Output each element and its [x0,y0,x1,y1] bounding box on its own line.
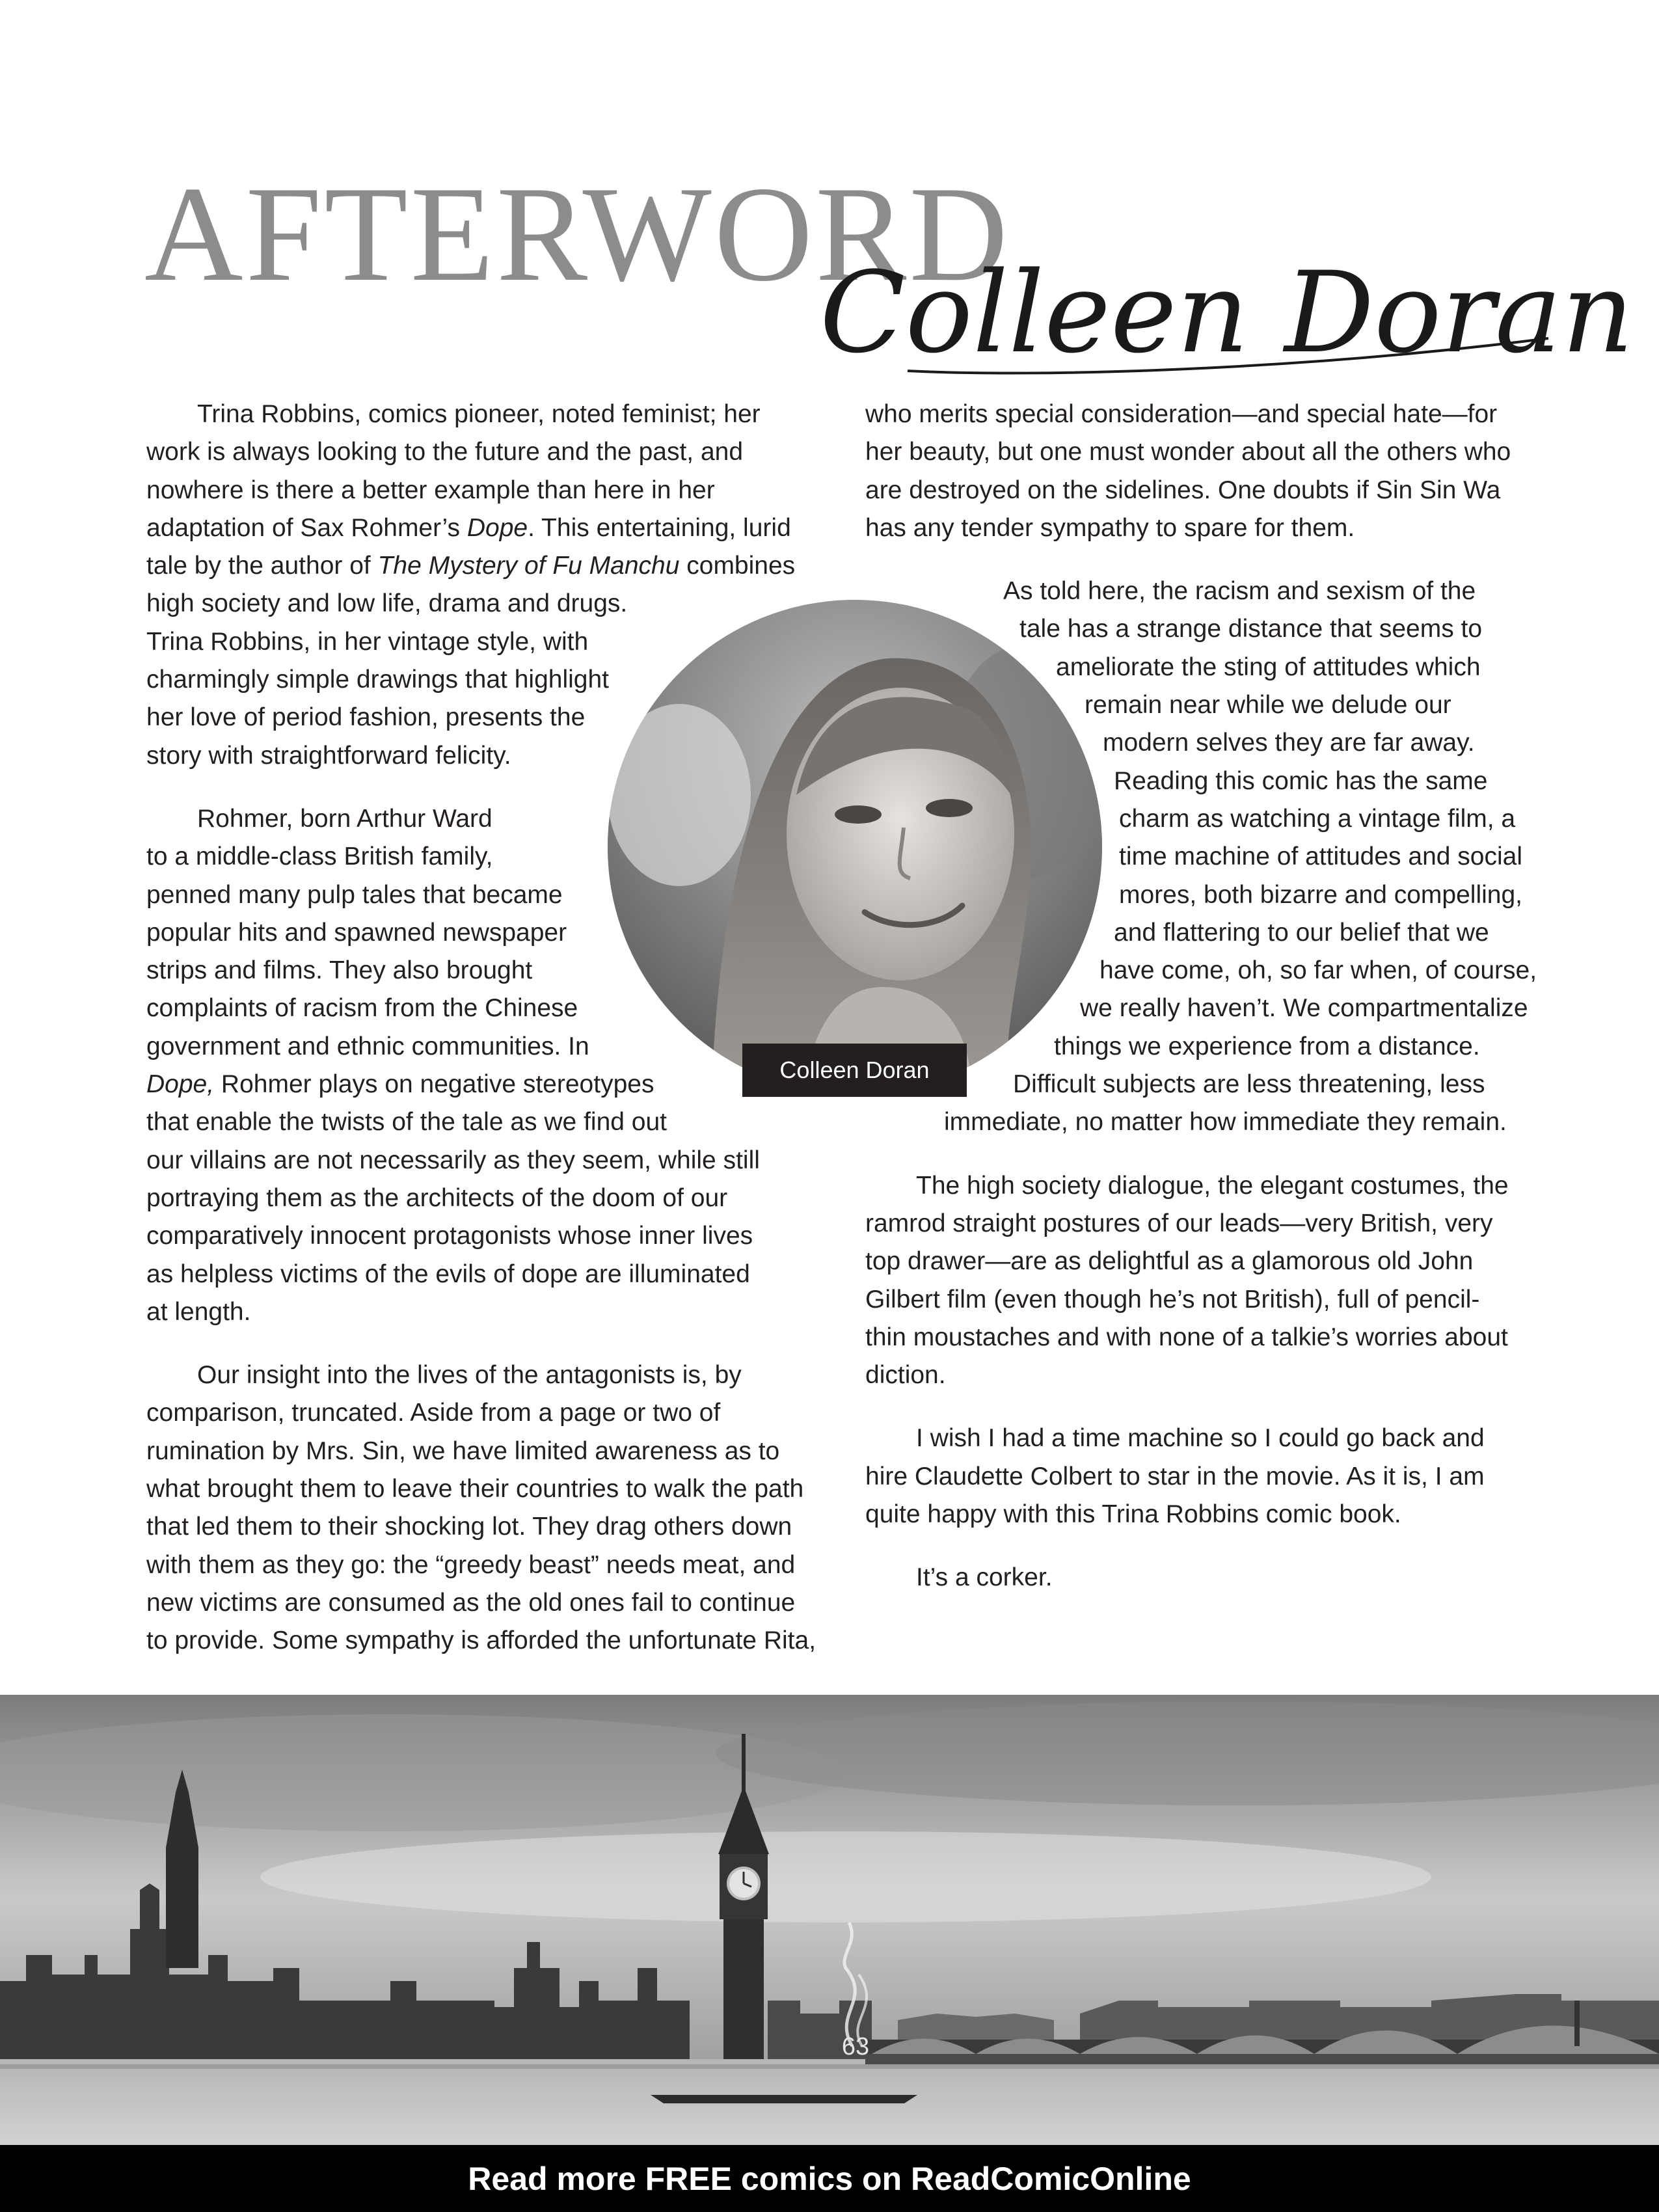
paragraph: The high society dialogue, the elegant costumes, the ramrod straight postures of our leads—very British, very top drawer—are as delightful as a glamorous old John Gilbert film (even though he’s not British), full of pencil- thin moustaches and with none of a talkie’s worries about diction. [865,1171,1509,1390]
paragraph: Rohmer, born Arthur Ward to a middle-class British family, penned many pulp tales that became popular hits and spawned newspaper strips and films. They also brought complaints of racism from the Chinese government and ethnic communities. In Dope, Rohmer plays on negative stereotypes that enable the twists of the tale as we find out our villains are not necessarily as they seem, while still portraying them as the architects of the doom of our comparatively innocent protagonists whose inner lives as helpless victims of the evils of dope are illuminated at length. [146,804,760,1326]
paragraph: It’s a corker. [916,1563,1053,1592]
footer-banner[interactable]: Read more FREE comics on ReadComicOnline [0,2145,1659,2212]
portrait-illustration [608,600,1102,1094]
london-skyline-image [0,1695,1659,2145]
author-portrait [608,600,1102,1094]
photo-caption: Colleen Doran [742,1044,967,1097]
paragraph: who merits special consideration—and special hate—for her beauty, but one must wonder about all the others who are destroyed on the sidelines. One doubts if Sin Sin Wa has any tender sympathy to spare for them. [865,400,1511,542]
paragraph: As told here, the racism and sexism of the tale has a strange distance that seems to ameliorate the sting of attitudes which remain near while we delude our modern selves they are far away. Reading this comic has the same charm as watching a vintage film, a time machine of attitudes and social mores, both bizarre and compelling, and flattering to our belief that we have come, oh, so far when, of course, we really haven’t. We compartmentalize things we experience from a distance. Difficult subjects are less threatening, less immediate, no matter how immediate they remain. [944,577,1537,1137]
paragraph: Trina Robbins, comics pioneer, noted feminist; her work is always looking to the future and the past, and nowhere is there a better example than here in her adaptation of Sax Rohmer’s Dope. This entertaining, lurid tale by the author of The Mystery of Fu Manchu combines high society and low life, drama and drugs. Trina Robbins, in her vintage style, with charmingly simple drawings that highlight her love of period fashion, presents the story with straightforward felicity. [146,400,796,770]
flourish-ornament [904,325,1555,384]
paragraph: I wish I had a time machine so I could go back and hire Claudette Colbert to star in the movie. As it is, I am quite happy with this Trina Robbins comic book. [865,1424,1485,1529]
page-title: AFTERWORD [144,159,1011,310]
page-number: 63 [841,2033,870,2060]
paragraph: Our insight into the lives of the antagonists is, by comparison, truncated. Aside from a page or two of rumination by Mrs. Sin, we have limited awareness as to what brought them to leave their countries to walk the path that led them to their shocking lot. They drag others down with them as they go: the “greedy beast” needs meat, and new victims are consumed as the old ones fail to continue to provide. Some sympathy is afforded the unfortunate Rita, [146,1361,816,1655]
author-signature: Colleen Doran [820,247,1634,378]
